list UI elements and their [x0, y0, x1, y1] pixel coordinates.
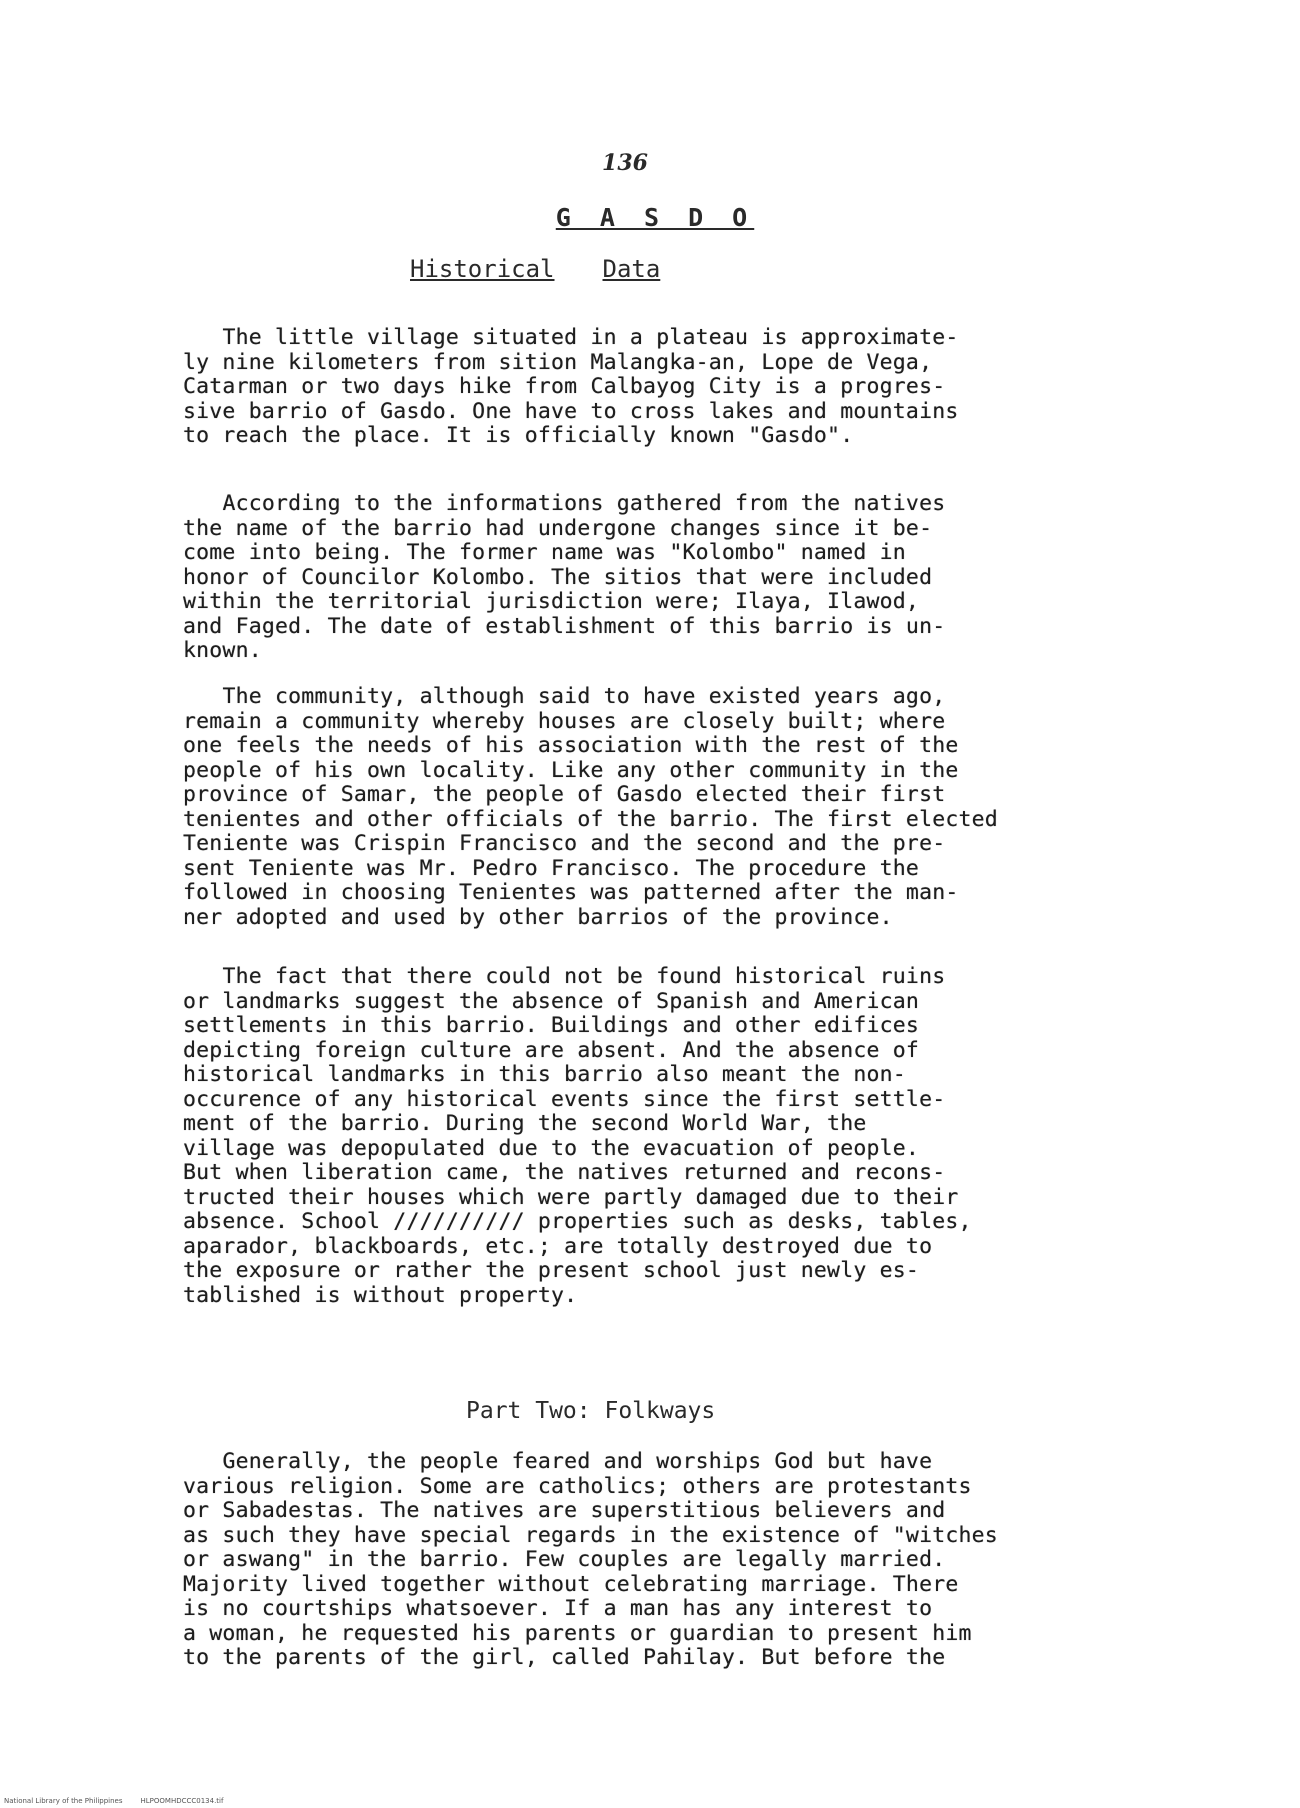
document-title: G A S D O: [555, 203, 755, 232]
subtitle-word-data: Data: [602, 255, 661, 283]
paragraph-community: The community, although said to have existed years ago, remain a community whereby houses are closely built; where one feels the needs of his association with the rest of the people of his own locality. Like any other community in the province of Samar, the people of Gasdo elected their first tenientes and other officials of the barrio. The first elected Teniente was Crispin Francisco and the second and the pre- sent Teniente was Mr. Pedro Francisco. The procedure the followed in choosing Tenientes was patterned after the man- ner adopted and used by other barrios of the province.: [183, 684, 998, 930]
footer-file-name: HLPOOMHDCCC0134.tif: [140, 1797, 224, 1805]
paragraph-folkways: Generally, the people feared and worships God but have various religion. Some are catholics; others are protestants or Sabadestas. The natives are superstitious believers and as such they have special regards in the existence of "witches or aswang" in the barrio. Few couples are legally married. Majority lived together without celebrating marriage. There is no courtships whatsoever. If a man has any interest to a woman, he requested his parents or guardian to present him to the parents of the girl, called Pahilay. But before the: [183, 1449, 998, 1670]
subtitle-word-historical: Historical: [410, 255, 555, 283]
paragraph-location: The little village situated in a plateau is approximate- ly nine kilometers from sition Malangka-an, Lope de Vega, Catarman or two days hike from Calbayog City is a progres- sive barrio of Gasdo. One have to cross lakes and mountains to reach the place. It is officially known "Gasdo".: [183, 325, 959, 448]
document-subtitle: [410, 255, 910, 283]
paragraph-name-history: According to the informations gathered from the natives the name of the barrio had undergone changes since it be- come into being. The former name was "Kolombo" named in honor of Councilor Kolombo. The sitios that were included within the territorial jurisdiction were; Ilaya, Ilawod, and Faged. The date of establishment of this barrio is un- known.: [183, 491, 946, 663]
page-number: 136: [602, 150, 648, 176]
scan-footer: [4, 1797, 223, 1805]
section-heading-part-two: Part Two: Folkways: [466, 1398, 716, 1424]
footer-library-name: National Library of the Philippines: [4, 1797, 123, 1805]
paragraph-landmarks: The fact that there could not be found historical ruins or landmarks suggest the absence of Spanish and American settlements in this barrio. Buildings and other edifices depicting foreign culture are absent. And the absence of historical landmarks in this barrio also meant the non- occurence of any historical events since the first settle- ment of the barrio. During the second World War, the village was depopulated due to the evacuation of people. But when liberation came, the natives returned and recons- tructed their houses which were partly damaged due to their absence. School ////////// properties such as desks, tables, aparador, blackboards, etc.; are totally destroyed due to the exposure or rather the present school just newly es- tablished is without property.: [183, 964, 972, 1308]
